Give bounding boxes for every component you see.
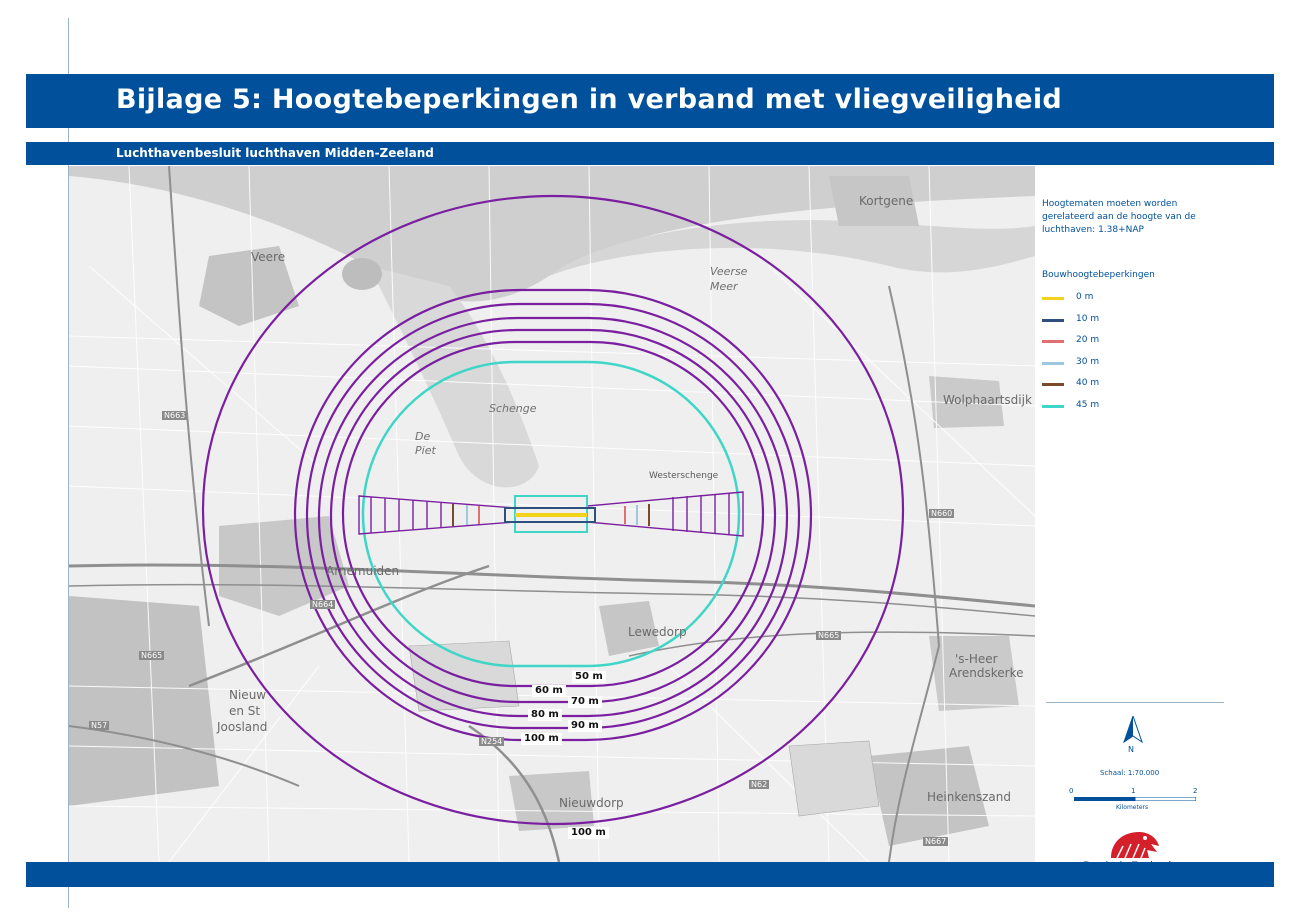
logo-underline bbox=[1083, 876, 1187, 878]
island bbox=[342, 258, 382, 290]
scale-label: Schaal: 1:70.000 bbox=[1100, 769, 1160, 777]
legend-item-45m bbox=[1042, 400, 1162, 412]
legend-label: 10 m bbox=[1076, 314, 1100, 324]
legend-label: 45 m bbox=[1076, 400, 1100, 410]
legend-swatch bbox=[1042, 383, 1064, 386]
legend-label: 20 m bbox=[1076, 335, 1100, 345]
map-panel bbox=[69, 166, 1035, 862]
legend-heading: Bouwhoogtebeperkingen bbox=[1042, 270, 1155, 280]
page-subtitle: Luchthavenbesluit luchthaven Midden-Zeeland bbox=[116, 146, 434, 160]
place-heinkenszand: Heinkenszand bbox=[927, 790, 1011, 804]
legend-divider bbox=[1046, 702, 1224, 703]
legend-swatch bbox=[1042, 297, 1064, 300]
place-veere: Veere bbox=[251, 250, 286, 264]
place-veerse-meer-2: Meer bbox=[710, 280, 738, 293]
place-nieuwdorp: Nieuwdorp bbox=[559, 796, 624, 810]
subtitle-bar bbox=[26, 142, 1274, 165]
legend-label: 0 m bbox=[1076, 292, 1094, 302]
ring-label-70m: 70 m bbox=[568, 696, 602, 708]
restriction-rings bbox=[203, 196, 903, 824]
scale-bar bbox=[1074, 797, 1196, 801]
map-canvas bbox=[69, 166, 1035, 862]
legend-swatch bbox=[1042, 340, 1064, 343]
legend-swatch bbox=[1042, 405, 1064, 408]
scale-unit: Kilometers bbox=[1116, 804, 1149, 811]
approach-funnel-east bbox=[587, 492, 743, 536]
legend-swatch bbox=[1042, 319, 1064, 322]
scale-tick-2: 2 bbox=[1193, 787, 1198, 795]
ring-label-100m: 100 m bbox=[521, 733, 562, 745]
road-label-n664: N664 bbox=[312, 600, 334, 609]
town-middelburg bbox=[69, 596, 219, 806]
legend-item-30m bbox=[1042, 357, 1162, 369]
place-veerse-meer-1: Veerse bbox=[710, 265, 748, 278]
legend-label: 40 m bbox=[1076, 378, 1100, 388]
place-lewedorp: Lewedorp bbox=[628, 625, 687, 639]
lion-crest-icon bbox=[1105, 828, 1165, 860]
provincie-zeeland-logo bbox=[1083, 828, 1193, 886]
ring-label-100m-outer: 100 m bbox=[568, 827, 609, 839]
ring-label-50m: 50 m bbox=[572, 671, 606, 683]
scale-tick-0: 0 bbox=[1069, 787, 1074, 795]
scale-tick-1: 1 bbox=[1131, 787, 1136, 795]
ring-label-80m: 80 m bbox=[528, 709, 562, 721]
road-label-n57: N57 bbox=[91, 721, 108, 730]
road-label-n663: N663 bbox=[164, 411, 186, 420]
legend-note: Hoogtematen moeten worden gerelateerd aan de hoogte van de luchthaven: 1.38+NAP bbox=[1042, 199, 1196, 235]
road-label-n667: N667 bbox=[925, 837, 947, 846]
road-label-n62: N62 bbox=[751, 780, 768, 789]
title-bar bbox=[26, 74, 1274, 128]
place-arnemuiden: Arnemuiden bbox=[326, 564, 400, 578]
place-sheer-2: Arendskerke bbox=[949, 666, 1024, 680]
legend-panel bbox=[1036, 166, 1236, 862]
road-label-n254: N254 bbox=[481, 737, 503, 746]
place-nieuw-3: Joosland bbox=[217, 720, 268, 734]
place-westerschenge: Westerschenge bbox=[649, 471, 719, 481]
road-label-n665b: N665 bbox=[818, 631, 840, 640]
place-schenge: Schenge bbox=[489, 402, 537, 415]
place-sheer-1: 's-Heer bbox=[955, 652, 998, 666]
dune-hatching bbox=[409, 641, 879, 816]
place-nieuw-1: Nieuw bbox=[229, 688, 267, 702]
road-label-n665a: N665 bbox=[141, 651, 163, 660]
legend-swatch bbox=[1042, 362, 1064, 365]
page-title: Bijlage 5: Hoogtebeperkingen in verband met vliegveiligheid bbox=[116, 84, 1063, 115]
place-de-piet-1: De bbox=[415, 430, 431, 443]
runway-0m bbox=[515, 513, 587, 517]
place-nieuw-2: en St bbox=[229, 704, 261, 718]
ring-label-90m: 90 m bbox=[568, 720, 602, 732]
place-wolphaartsdijk: Wolphaartsdijk bbox=[943, 393, 1032, 407]
ring-label-60m: 60 m bbox=[532, 685, 566, 697]
legend-item-10m bbox=[1042, 314, 1162, 326]
logo-underline-thin bbox=[1083, 880, 1187, 881]
approach-funnel-west bbox=[359, 496, 515, 534]
legend-item-20m bbox=[1042, 335, 1162, 347]
north-label: N bbox=[1128, 745, 1134, 754]
place-kortgene: Kortgene bbox=[859, 194, 914, 208]
legend-item-0m bbox=[1042, 292, 1162, 304]
road-label-n660: N660 bbox=[931, 509, 953, 518]
logo-text: Provincie Zeeland bbox=[1083, 860, 1172, 872]
legend-label: 30 m bbox=[1076, 357, 1100, 367]
legend-item-40m bbox=[1042, 378, 1162, 390]
place-de-piet-2: Piet bbox=[415, 444, 436, 457]
